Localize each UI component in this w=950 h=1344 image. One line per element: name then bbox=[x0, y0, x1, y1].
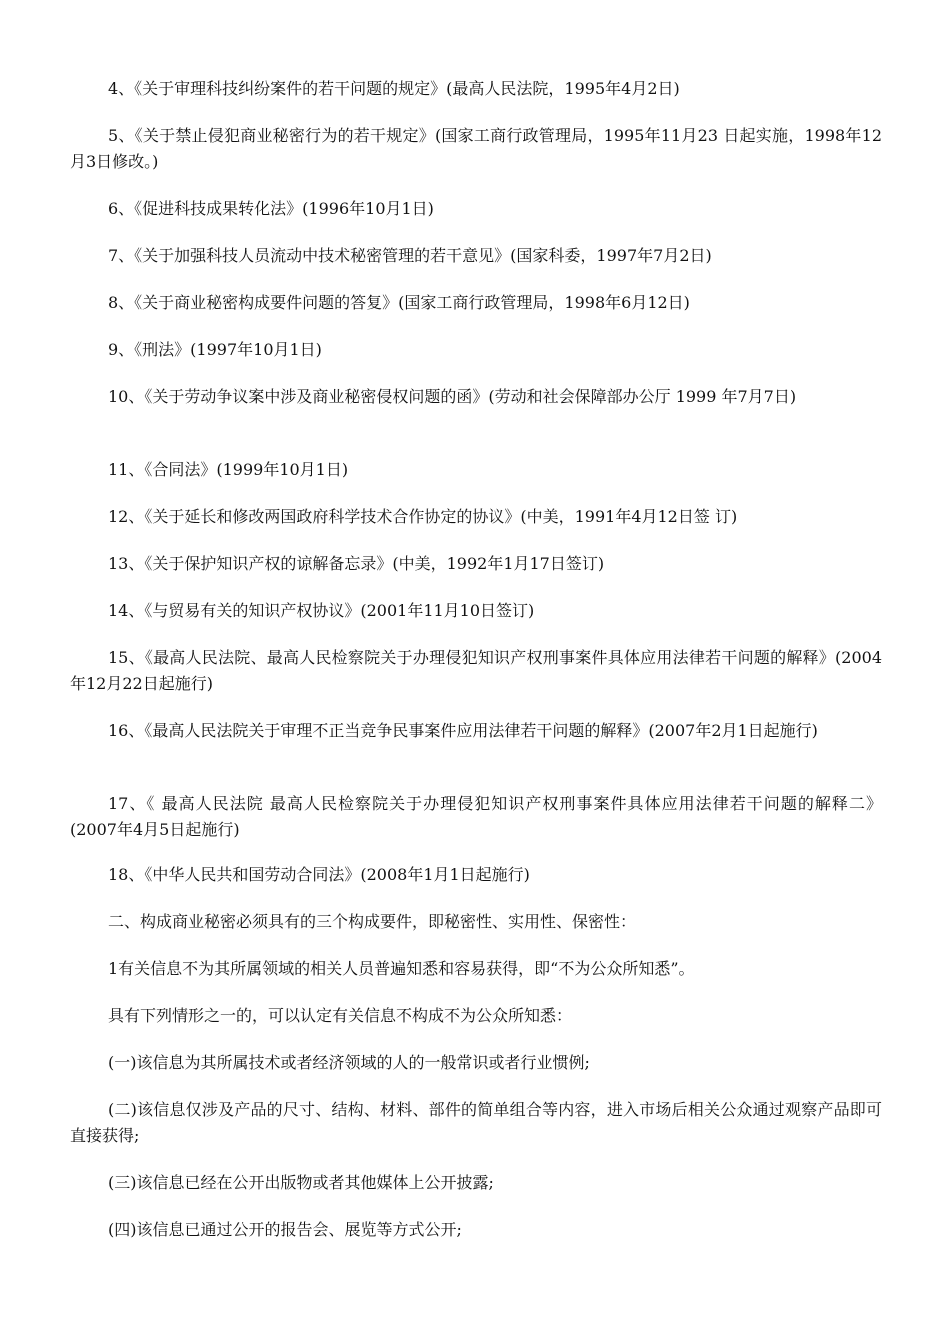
paragraph-item-18: 18、《中华人民共和国劳动合同法》(2008年1月1日起施行) bbox=[108, 865, 530, 884]
paragraph-exception-1: (一)该信息为其所属技术或者经济领域的人的一般常识或者行业惯例; bbox=[108, 1053, 590, 1072]
paragraph-item-14: 14、《与贸易有关的知识产权协议》(2001年11月10日签订) bbox=[108, 601, 535, 620]
paragraph-item-17: 17、《 最高人民法院 最高人民检察院关于办理侵犯知识产权刑事案件具体应用法律若干问题的解释二》 (2007年4月5日起施行) bbox=[70, 794, 882, 839]
paragraph-item-4: 4、《关于审理科技纠纷案件的若干问题的规定》(最高人民法院，1995年4月2日) bbox=[108, 79, 680, 98]
section-heading-two: 二、构成商业秘密必须具有的三个构成要件，即秘密性、实用性、保密性： bbox=[108, 912, 637, 931]
paragraph-item-7: 7、《关于加强科技人员流动中技术秘密管理的若干意见》(国家科委，1997年7月2日) bbox=[108, 246, 712, 265]
paragraph-exception-3: (三)该信息已经在公开出版物或者其他媒体上公开披露; bbox=[108, 1173, 494, 1192]
paragraph-item-13: 13、《关于保护知识产权的谅解备忘录》(中美，1992年1月17日签订) bbox=[108, 554, 605, 573]
paragraph-item-16: 16、《最高人民法院关于审理不正当竞争民事案件应用法律若干问题的解释》(2007年2月1日起施行) bbox=[108, 721, 818, 740]
paragraph-item-8: 8、《关于商业秘密构成要件问题的答复》(国家工商行政管理局，1998年6月12日) bbox=[108, 293, 690, 312]
paragraph-exception-4: (四)该信息已通过公开的报告会、展览等方式公开; bbox=[108, 1220, 462, 1239]
paragraph-item-15: 15、《最高人民法院、最高人民检察院关于办理侵犯知识产权刑事案件具体应用法律若干问题的解释》(2004年12月22日起施行) bbox=[70, 648, 882, 693]
paragraph-item-9: 9、《刑法》(1997年10月1日) bbox=[108, 340, 322, 359]
paragraph-exceptions-intro: 具有下列情形之一的，可以认定有关信息不构成不为公众所知悉： bbox=[108, 1006, 573, 1025]
paragraph-exception-2: (二)该信息仅涉及产品的尺寸、结构、材料、部件的简单组合等内容，进入市场后相关公众通过观察产品即可直接获得; bbox=[70, 1100, 882, 1145]
paragraph-item-12: 12、《关于延长和修改两国政府科学技术合作协定的协议》(中美，1991年4月12日签 订) bbox=[108, 507, 738, 526]
paragraph-item-5: 5、《关于禁止侵犯商业秘密行为的若干规定》(国家工商行政管理局，1995年11月23 日起实施，1998年12月3日修改。) bbox=[70, 126, 882, 171]
paragraph-secrecy: 1有关信息不为其所属领域的相关人员普遍知悉和容易获得，即“不为公众所知悉”。 bbox=[108, 959, 695, 978]
paragraph-item-10: 10、《关于劳动争议案中涉及商业秘密侵权问题的函》(劳动和社会保障部办公厅 1999 年7月7日) bbox=[108, 387, 797, 406]
paragraph-item-6: 6、《促进科技成果转化法》(1996年10月1日) bbox=[108, 199, 434, 218]
paragraph-item-11: 11、《合同法》(1999年10月1日) bbox=[108, 460, 349, 479]
